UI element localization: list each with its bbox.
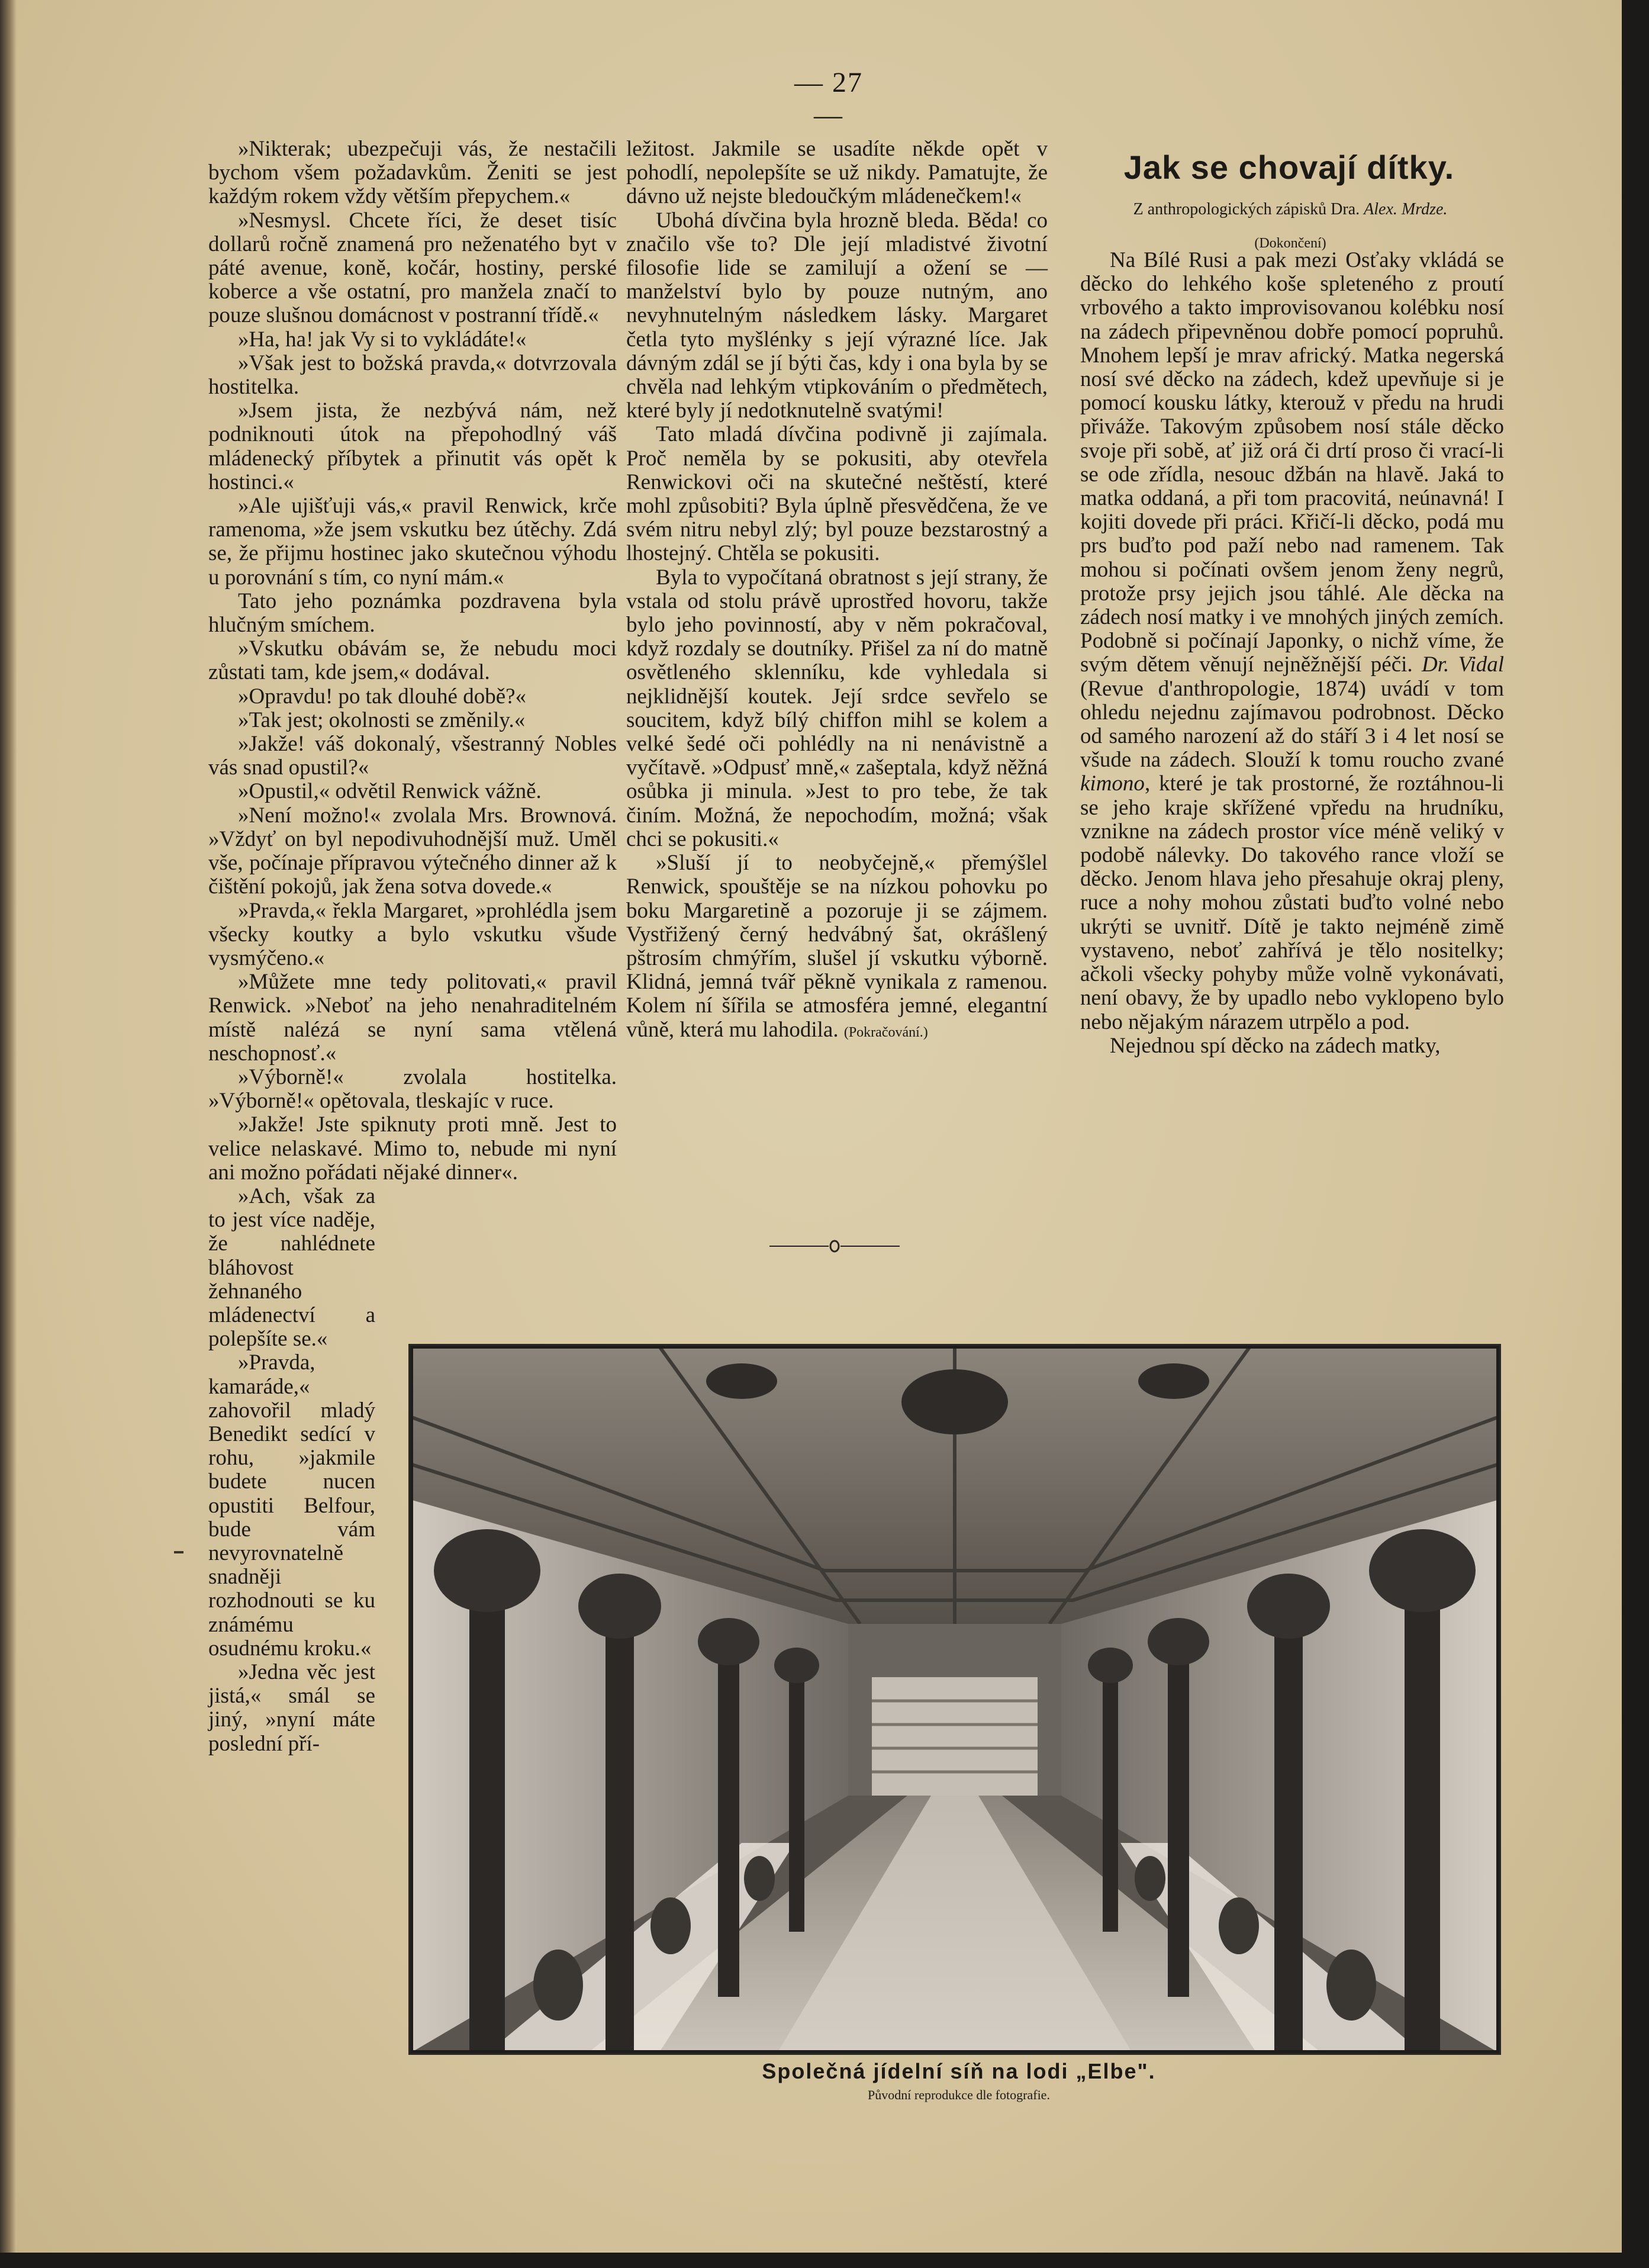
- section-divider-ornament: [764, 1237, 906, 1255]
- paragraph: »Není možno!« zvolala Mrs. Brownová. »Vždyť on byl nepodivuhodnější muž. Uměl vše, počínaje přípravou výtečného dinner až k čištění pokojů, jak žena sotva dovede.«: [208, 803, 617, 899]
- article-column: [1080, 249, 1504, 1058]
- paragraph: »Můžete mne tedy politovati,« pravil Renwick. »Neboť na jeho nenahraditelném místě nalézá se nyní sama vtělená neschopnosť.«: [208, 970, 617, 1066]
- paragraph: »Vskutku obávám se, že nebudu moci zůstati tam, kde jsem,« dodával.: [208, 636, 617, 685]
- page-number: — 27 —: [794, 67, 863, 131]
- continued-note: (Pokračování.): [843, 1024, 928, 1040]
- cited-author: Dr. Vidal: [1422, 652, 1505, 677]
- paragraph: Tato mladá dívčina podivně ji zajímala. Proč neměla by se pokusiti, aby otevřela Renwickovi oči na skutečné neštěstí, které mohl způsobiti? Byla úplně přesvědčena, že ve svém nitru nebyl zlý; byl pouze bezstarostný a lhostejný. Chtěla se pokusiti.: [626, 422, 1048, 566]
- paragraph: »Ha, ha! jak Vy si to vykládáte!«: [238, 327, 527, 352]
- paragraph: Nejednou spí děcko na zádech matky,: [1110, 1033, 1441, 1058]
- paragraph: »Pravda, kamaráde,« zahovořil mladý Benedikt sedící v rohu, »jakmile budete nucen opustiti Belfour, bude vám nevyrovnatelně snadněji rozhodnouti se ku známému osudnému kroku.«: [208, 1350, 375, 1661]
- subtitle-author: Alex. Mrdze.: [1364, 200, 1448, 218]
- paragraph: »Jedna věc jest jistá,« smál se jiný, »nyní máte poslední pří-: [208, 1660, 375, 1756]
- article-title: Jak se chovají dítky.: [1123, 149, 1455, 186]
- cited-term: kimono: [1080, 771, 1145, 796]
- paragraph: »Opustil,« odvětil Renwick vážně.: [238, 779, 542, 804]
- article-status: (Dokončení): [1254, 236, 1326, 251]
- paragraph: [626, 851, 1048, 1044]
- paragraph: Tato jeho poznámka pozdravena byla hlučným smíchem.: [208, 588, 617, 638]
- paragraph-text: Na Bílé Rusi a pak mezi Osťaky vkládá se děcko do lehkého koše spleteného z proutí vrbového a takto improvisovanou kolébku nosí na zádech připevněnou dobře pomocí popruhů. Mnohem lepší je mrav africký. Matka negerská nosí své děcko na zádech, kdež upevňuje si je pomocí kousku látky, kterouž v předu na hrudi přiváže. Takovým způsobem nosí stále děcko svoje při sobě, ať již orá či drtí proso či vrací-li se ode zřídla, nesouc džbán na hlavě. Jaká to matka oddaná, a při tom pracovitá, neúnavná! I kojiti dovede při práci. Křičí-li děcko, podá mu prs buďto pod paží nebo nad ramenem. Tak mohou si počínati ovšem jenom ženy negrů, protože prsy jejich jsou táhlé. Ale děcka na zádech nosí matky i ve mnohých jiných zemích. Podobně si počínají Japonky, o nichž víme, že svým dětem věnují nejněžnější péči.: [1080, 248, 1504, 677]
- paragraph: »Pravda,« řekla Margaret, »prohlédla jsem všecky koutky a bylo vskutku všude vysmýčeno.«: [208, 898, 617, 970]
- paragraph: »Výborně!« zvolala hostitelka. »Výborně!« opětovala, tleskajíc v ruce.: [208, 1064, 617, 1114]
- photo-illustration: [410, 1346, 1499, 2053]
- story-column-2: [626, 137, 1048, 1044]
- paragraph: ležitost. Jakmile se usadíte někde opět v pohodlí, nepolepšíte se už nikdy. Pamatujte, že dávno už nejste bledoučkým mládenečkem!«: [626, 137, 1048, 209]
- paragraph-text: , které je tak prostorné, že roztáhnou-li se jeho kraje skřížené vpředu na hrudníku, vznikne na zádech prostor více méně veliký v podobě nálevky. Do takového rance vloží se děcko. Jenom hlava jeho přesahuje okraj pleny, ruce a nohy mohou zůstati buďto volné nebo ukrýti se uvnitř. Dítě je takto nejméně zimě vystaveno, neboť zahřívá je tělo nositelky; ačkoli všecky pohyby může volně vykonávati, není obavy, že by upadlo nebo vyklopeno bylo nebo nějakým nárazem utrpělo a pod.: [1080, 771, 1504, 1034]
- page-binding-edge: [0, 0, 17, 2253]
- paragraph: »Nikterak; ubezpečuji vás, že nestačili bychom všem požadavkům. Ženiti se jest každým rokem vždy větším přepychem.«: [208, 137, 617, 209]
- paragraph: »Jakže! váš dokonalý, všestranný Nobles vás snad opustil?«: [208, 732, 617, 780]
- paragraph: Byla to vypočítaná obratnost s její strany, že vstala od stolu právě uprostřed hovoru, takže bylo jeho povinností, aby v něm pokračoval, když rozdaly se doutníky. Přišel za ní do matně osvětleného sklenníku, kde vyhledala si nejklidnější koutek. Její srdce sevřelo se soucitem, když bílý chiffon mihl se kolem a velké šedé oči pohlédly na ni nenávistně a vyčítavě. »Odpusť mně,« zašeptala, když něžná osůbka ji minula. »Jest to pro tebe, že tak činím. Možná, že nepochodím, možná; však chci se pokusiti.«: [626, 565, 1048, 851]
- photo-credit: Původní reprodukce dle fotografie.: [868, 2087, 1050, 2102]
- paragraph: »Jsem jista, že nezbývá nám, než podniknouti útok na přepohodlný váš mládenecký příbytek a přinutit vás opět k hostinci.«: [208, 398, 617, 494]
- paragraph-text: (Revue d'anthropologie, 1874) uvádí v tom ohledu nejednu zajímavou podrobnost. Děcko od samého narození až do stáří 3 i 4 let nosí se všude na zádech. Slouží k tomu roucho zvané: [1080, 676, 1504, 773]
- paragraph: Ubohá dívčina byla hrozně bleda. Běda! co značilo vše to? Dle její mladistvé životní filosofie lide se zamilují a ožení se — manželství bylo by pouze nutným, ano nevyhnutelným následkem lásky. Margaret četla tyto myšlénky s její výrazné líce. Jak dávným zdál se jí býti čas, kdy i ona byla by se chvěla nad lehkým vtipkováním o předmětech, které byly jí nedotknutelně svatými!: [626, 208, 1048, 423]
- paragraph-text: »Sluší jí to neobyčejně,« přemýšlel Renwick, spouštěje se na nízkou pohovku po boku Margaretině a pozoruje ji se zájmem. Vystřižený černý hedvábný šat, okrášlený pštrosím chmýřím, slušel jí vskutku výborně. Klidná, jemná tvář pěkně vynikala z ramenou. Kolem ní šířila se atmosféra jemné, elegantní vůně, která mu lahodila.: [626, 851, 1048, 1042]
- article-subtitle: [1071, 200, 1509, 219]
- dining-hall-photo: [408, 1344, 1501, 2055]
- paragraph: »Však jest to božská pravda,« dotvrzovala hostitelka.: [208, 350, 617, 400]
- margin-mark: [174, 1551, 183, 1553]
- paragraph: »Tak jest; okolnosti se změnily.«: [238, 707, 526, 732]
- paragraph: »Jakže! Jste spiknuty proti mně. Jest to velice nelaskavé. Mimo to, nebude mi nyní ani možno pořádati nějaké dinner«.: [208, 1112, 617, 1185]
- paragraph: »Ale ujišťuji vás,« pravil Renwick, krče ramenoma, »že jsem vskutku bez útěchy. Zdá se, že přijmu hostinec jako skutečnou výhodu u porovnání s tím, co nyní mám.«: [208, 494, 617, 590]
- subtitle-prefix: Z anthropologických zápisků Dra.: [1133, 200, 1360, 218]
- paragraph: »Opravdu! po tak dlouhé době?«: [238, 684, 527, 709]
- paragraph: [1080, 249, 1504, 1034]
- paragraph: »Nesmysl. Chcete říci, že deset tisíc dollarů ročně znamená pro neženatého byt v páté avenue, koně, kočár, hostiny, perské koberce a vše ostatní, pro manžela značí to pouze slušnou domácnost v postranní třídě.«: [208, 208, 617, 328]
- paragraph: »Ach, však za to jest více naděje, že nahlédnete bláhovost žehnaného mládenectví a polepšíte se.«: [208, 1183, 375, 1352]
- photo-caption: Společná jídelní síň na lodi „Elbe".: [762, 2059, 1156, 2083]
